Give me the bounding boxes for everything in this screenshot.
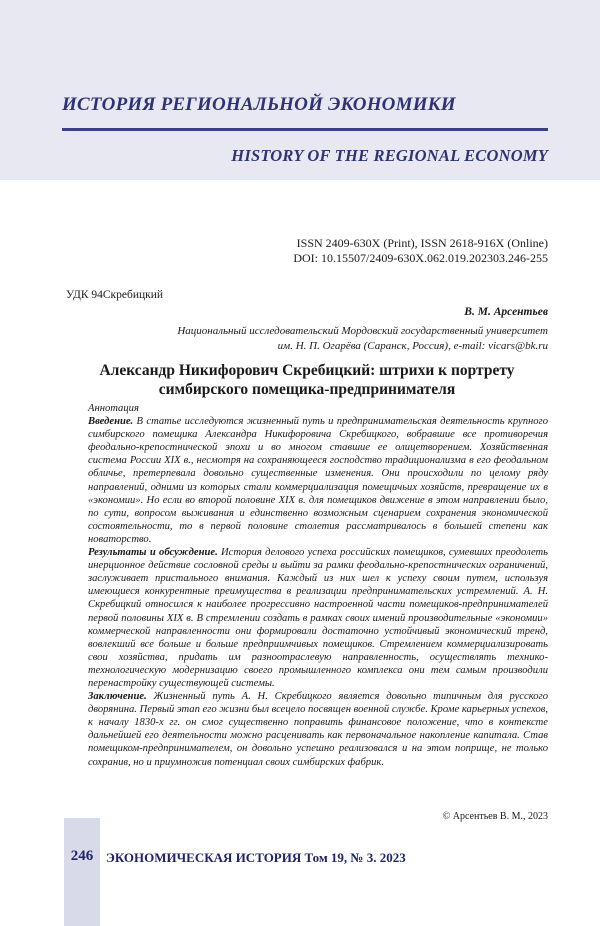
- affiliation-line-2: им. Н. П. Огарёва (Саранск, Россия), e-mail: vicars@bk.ru: [277, 339, 548, 352]
- section-title-ru: ИСТОРИЯ РЕГИОНАЛЬНОЙ ЭКОНОМИКИ: [62, 94, 456, 115]
- introduction-text: В статье исследуются жизненный путь и предпринимательская деятельность крупного симбирского помещика Александра Никифоровича Скребицкого, вобравшие все противоречия феодально-крепостнической эпохи и во многом ставшие ее олицетворением. Хозяйственная система России XIX в., несмотря на сохраняющееся господство традиционализма в его феодальном обличье, претерпевала довольно существенные изменения. Они происходили по целому ряду направлений, одними из которых стали коммерциализация помещичьих хозяйств, превращение их в «экономии». Но если во второй половине XIX в. для помещиков движение в этом направлении было, по сути, вопросом выживания и единственно возможным сценарием сохранения экономической состоятельности, то в первой половине столетия рассматривалось в большей степени как новаторство.: [88, 416, 548, 545]
- abstract-label: Аннотация: [88, 403, 139, 414]
- article-title-line-2: симбирского помещика-предпринимателя: [158, 380, 456, 398]
- page-number: 246: [70, 848, 94, 864]
- issn-doi-block: [293, 236, 548, 266]
- udk-code: УДК 94Скребицкий: [66, 289, 164, 301]
- section-title-en: HISTORY OF THE REGIONAL ECONOMY: [231, 146, 548, 165]
- abstract-results: [88, 546, 548, 690]
- conclusion-heading: Заключение.: [88, 691, 147, 703]
- affiliation-line-1: Национальный исследовательский Мордовский государственный университет: [177, 325, 548, 337]
- results-text: История делового успеха российских помещиков, сумевших преодолеть инерционное действие сословной среды и выйти за рамки феодально-крепостнических ограничений, заслуживает пристального внимания. Каждый из них шел к успеху своим путем, используя имеющиеся конкурентные преимущества в реализации предпринимательских устремлений. А. Н. Скребицкий относился к наиболее прогрессивно настроенной части помещиков-предпринимателей первой половины XIX в. В стремлении создать в рамках своих имений производительные «экономии» коммерческой направленности они формировали достаточно устойчивый экономический тренд, вовлекший все больше и больше предприимчивых помещиков. Стремлением коммерциализировать свои хозяйства, придать им разноотраслевую направленность, осуществлять технико-технологическую модернизацию своего промышленного комплекса они тем самым производили перенастройку существующей системы.: [88, 547, 548, 689]
- author-affiliation: [128, 324, 548, 353]
- abstract-introduction: [88, 415, 548, 546]
- abstract: [88, 402, 548, 769]
- issn-line: ISSN 2409-630X (Print), ISSN 2618-916X (Online): [296, 236, 548, 250]
- journal-running-title: ЭКОНОМИЧЕСКАЯ ИСТОРИЯ Том 19, № 3. 2023: [106, 850, 406, 865]
- abstract-conclusion: [88, 690, 548, 769]
- header-divider: [62, 128, 548, 131]
- footer-band: [64, 818, 100, 926]
- introduction-heading: Введение.: [88, 416, 134, 428]
- author-name: В. М. Арсентьев: [464, 306, 548, 318]
- conclusion-text: Жизненный путь А. Н. Скребицкого является довольно типичным для русского дворянина. Первый этап его жизни был всецело посвящен военной службе. Кроме карьерных успехов, к началу 1830-х гг. он смог существенно поправить финансовое положение, что в контексте дальнейшей его деятельности можно расценивать как первоначальное накопление капитала. Став помещиком-предпринимателем, он довольно успешно реализовался и на этом поприще, не только сохранив, но и приумножив потенциал своих симбирских фабрик.: [88, 691, 548, 768]
- results-heading: Результаты и обсуждение.: [88, 547, 218, 559]
- article-title: [66, 362, 548, 399]
- doi-line: DOI: 10.15507/2409-630X.062.019.202303.246-255: [293, 251, 548, 265]
- copyright-notice: © Арсентьев В. М., 2023: [442, 811, 548, 822]
- article-title-line-1: Александр Никифорович Скребицкий: штрихи к портрету: [99, 362, 515, 379]
